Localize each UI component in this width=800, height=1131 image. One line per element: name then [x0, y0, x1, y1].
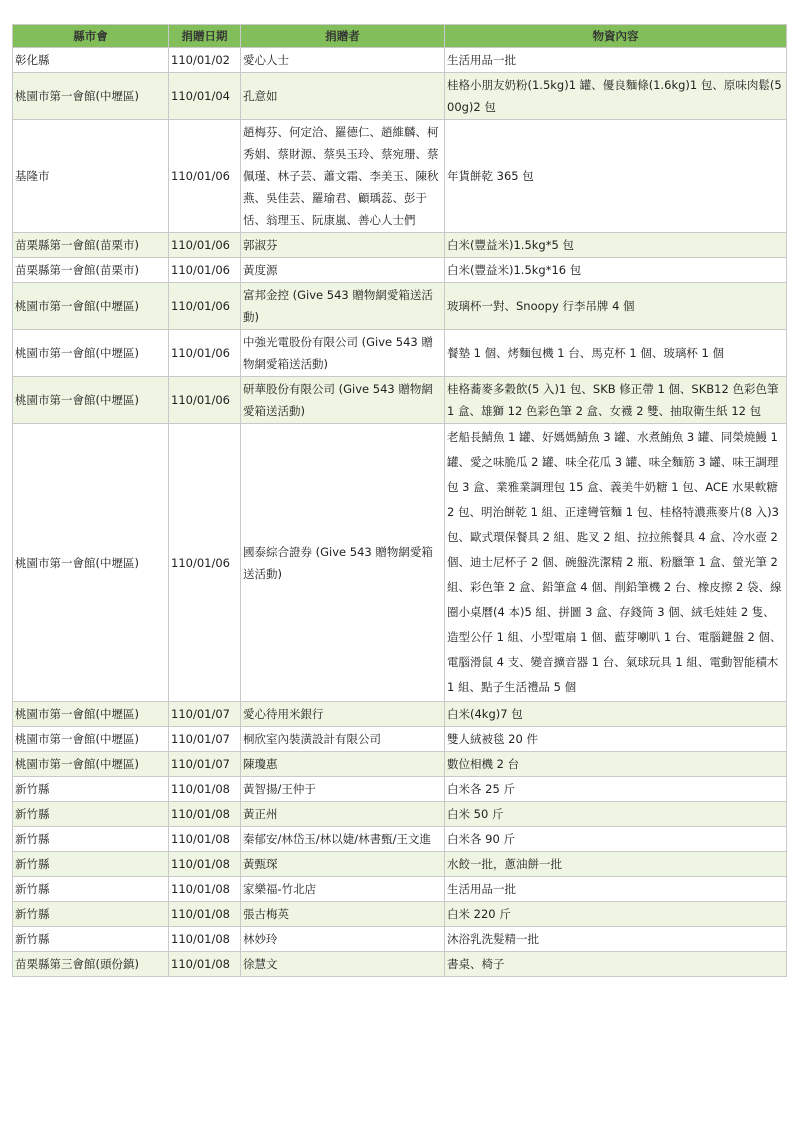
date-cell: 110/01/08	[169, 852, 241, 877]
table-row	[13, 902, 787, 927]
donor-cell: 黃正州	[241, 802, 445, 827]
county-cell: 苗栗縣第一會館(苗栗市)	[13, 233, 169, 258]
contents-cell: 雙人絨被毯 20 件	[445, 727, 787, 752]
donor-cell: 桐欣室內裝潢設計有限公司	[241, 727, 445, 752]
table-row	[13, 727, 787, 752]
date-cell: 110/01/02	[169, 48, 241, 73]
contents-cell: 桂格小朋友奶粉(1.5kg)1 罐、優良麵條(1.6kg)1 包、原味肉鬆(500g)2 包	[445, 73, 787, 120]
county-cell: 新竹縣	[13, 852, 169, 877]
date-cell: 110/01/08	[169, 877, 241, 902]
donor-cell: 秦郁安/林岱玉/林以婕/林書甄/王文進	[241, 827, 445, 852]
contents-cell: 沐浴乳洗髮精一批	[445, 927, 787, 952]
date-cell: 110/01/08	[169, 827, 241, 852]
table-row	[13, 752, 787, 777]
contents-cell: 白米各 25 斤	[445, 777, 787, 802]
table-row	[13, 120, 787, 233]
donor-cell: 愛心人士	[241, 48, 445, 73]
donor-cell: 徐慧文	[241, 952, 445, 977]
donor-cell: 研華股份有限公司 (Give 543 贈物網愛箱送活動)	[241, 377, 445, 424]
date-cell: 110/01/06	[169, 120, 241, 233]
table-body	[13, 48, 787, 977]
date-cell: 110/01/07	[169, 727, 241, 752]
table-row	[13, 877, 787, 902]
contents-cell: 白米(豐益米)1.5kg*5 包	[445, 233, 787, 258]
county-cell: 新竹縣	[13, 802, 169, 827]
header-contents: 物資內容	[445, 25, 787, 48]
county-cell: 基隆市	[13, 120, 169, 233]
table-row	[13, 258, 787, 283]
contents-cell: 年貨餅乾 365 包	[445, 120, 787, 233]
date-cell: 110/01/08	[169, 777, 241, 802]
county-cell: 彰化縣	[13, 48, 169, 73]
table-row	[13, 952, 787, 977]
donor-cell: 富邦金控 (Give 543 贈物網愛箱送活動)	[241, 283, 445, 330]
table-row	[13, 424, 787, 702]
donor-cell: 國泰綜合證券 (Give 543 贈物網愛箱送活動)	[241, 424, 445, 702]
donor-cell: 陳瓊惠	[241, 752, 445, 777]
contents-cell: 白米 220 斤	[445, 902, 787, 927]
table-row	[13, 827, 787, 852]
header-donor: 捐贈者	[241, 25, 445, 48]
donor-cell: 家樂福-竹北店	[241, 877, 445, 902]
county-cell: 桃園市第一會館(中壢區)	[13, 377, 169, 424]
date-cell: 110/01/06	[169, 330, 241, 377]
table-row	[13, 927, 787, 952]
donor-cell: 孔意如	[241, 73, 445, 120]
header-row	[13, 25, 787, 48]
contents-cell: 白米(豐益米)1.5kg*16 包	[445, 258, 787, 283]
table-row	[13, 777, 787, 802]
contents-cell: 水餃一批，蔥油餅一批	[445, 852, 787, 877]
date-cell: 110/01/06	[169, 258, 241, 283]
county-cell: 新竹縣	[13, 902, 169, 927]
table-row	[13, 802, 787, 827]
table-row	[13, 377, 787, 424]
table-row	[13, 330, 787, 377]
contents-cell: 老船長鯖魚 1 罐、好媽媽鯖魚 3 罐、水煮鮪魚 3 罐、同榮燒鰻 1 罐、愛之味脆瓜 2 罐、味全花瓜 3 罐、味全麵筋 3 罐、味王調理包 3 盒、業雅業調理包 15 盒、義美牛奶糖 1 包、ACE 水果軟糖 2 包、明治餅乾 1 組、正達彎管麵 1 包、桂格特濃燕麥片(8 入)3 包、歐式環保餐具 2 組、匙叉 2 組、拉拉熊餐具 4 盒、冷水壺 2 個、迪士尼杯子 2 個、碗盤洗潔精 2 瓶、粉臘筆 1 盒、螢光筆 2 組、彩色筆 2 盒、鉛筆盒 4 個、削鉛筆機 2 台、橡皮擦 2 袋、線圈小桌曆(4 本)5 組、拼圖 3 盒、存錢筒 3 個、絨毛娃娃 2 隻、造型公仔 1 組、小型電扇 1 個、藍芽喇叭 1 台、電腦鍵盤 2 個、電腦滑鼠 4 支、變音擴音器 1 台、氣球玩具 1 組、電動智能積木 1 組、點子生活禮品 5 個	[445, 424, 787, 702]
county-cell: 新竹縣	[13, 827, 169, 852]
date-cell: 110/01/06	[169, 424, 241, 702]
date-cell: 110/01/04	[169, 73, 241, 120]
county-cell: 桃園市第一會館(中壢區)	[13, 752, 169, 777]
header-county: 縣市會	[13, 25, 169, 48]
date-cell: 110/01/08	[169, 927, 241, 952]
county-cell: 桃園市第一會館(中壢區)	[13, 73, 169, 120]
donor-cell: 黃度源	[241, 258, 445, 283]
contents-cell: 餐墊 1 個、烤麵包機 1 台、馬克杯 1 個、玻璃杯 1 個	[445, 330, 787, 377]
contents-cell: 白米 50 斤	[445, 802, 787, 827]
contents-cell: 白米(4kg)7 包	[445, 702, 787, 727]
donor-cell: 黃智揚/王仲于	[241, 777, 445, 802]
contents-cell: 書桌、椅子	[445, 952, 787, 977]
contents-cell: 數位相機 2 台	[445, 752, 787, 777]
table-row	[13, 73, 787, 120]
county-cell: 桃園市第一會館(中壢區)	[13, 424, 169, 702]
table-row	[13, 48, 787, 73]
date-cell: 110/01/07	[169, 752, 241, 777]
table-row	[13, 233, 787, 258]
county-cell: 桃園市第一會館(中壢區)	[13, 702, 169, 727]
date-cell: 110/01/06	[169, 283, 241, 330]
county-cell: 苗栗縣第一會館(苗栗市)	[13, 258, 169, 283]
contents-cell: 桂格蕎麥多穀飲(5 入)1 包、SKB 修正帶 1 個、SKB12 色彩色筆 1 盒、雄獅 12 色彩色筆 2 盒、女襪 2 雙、抽取衛生紙 12 包	[445, 377, 787, 424]
donor-cell: 郭淑芬	[241, 233, 445, 258]
donor-cell: 張古梅英	[241, 902, 445, 927]
table-row	[13, 283, 787, 330]
date-cell: 110/01/08	[169, 802, 241, 827]
county-cell: 新竹縣	[13, 777, 169, 802]
donor-cell: 愛心待用米銀行	[241, 702, 445, 727]
contents-cell: 白米各 90 斤	[445, 827, 787, 852]
date-cell: 110/01/07	[169, 702, 241, 727]
contents-cell: 玻璃杯一對、Snoopy 行李吊牌 4 個	[445, 283, 787, 330]
county-cell: 苗栗縣第三會館(頭份鎮)	[13, 952, 169, 977]
table-row	[13, 852, 787, 877]
county-cell: 桃園市第一會館(中壢區)	[13, 330, 169, 377]
county-cell: 桃園市第一會館(中壢區)	[13, 283, 169, 330]
donor-cell: 黃甄琛	[241, 852, 445, 877]
county-cell: 新竹縣	[13, 927, 169, 952]
donor-cell: 趙梅芬、何定洽、羅德仁、趙維麟、柯秀娟、蔡財源、蔡吳玉玲、蔡宛珊、蔡佩瑾、林子芸、蕭文霜、李美玉、陳秋燕、吳佳芸、羅瑜君、顧瑀蕊、彭于恬、翁理玉、阮康嵐、善心人士們	[241, 120, 445, 233]
contents-cell: 生活用品一批	[445, 877, 787, 902]
donor-cell: 林妙玲	[241, 927, 445, 952]
table-row	[13, 702, 787, 727]
date-cell: 110/01/08	[169, 902, 241, 927]
date-cell: 110/01/08	[169, 952, 241, 977]
county-cell: 新竹縣	[13, 877, 169, 902]
contents-cell: 生活用品一批	[445, 48, 787, 73]
donation-table	[12, 24, 787, 977]
date-cell: 110/01/06	[169, 377, 241, 424]
date-cell: 110/01/06	[169, 233, 241, 258]
header-date: 捐贈日期	[169, 25, 241, 48]
donor-cell: 中強光電股份有限公司 (Give 543 贈物網愛箱送活動)	[241, 330, 445, 377]
county-cell: 桃園市第一會館(中壢區)	[13, 727, 169, 752]
